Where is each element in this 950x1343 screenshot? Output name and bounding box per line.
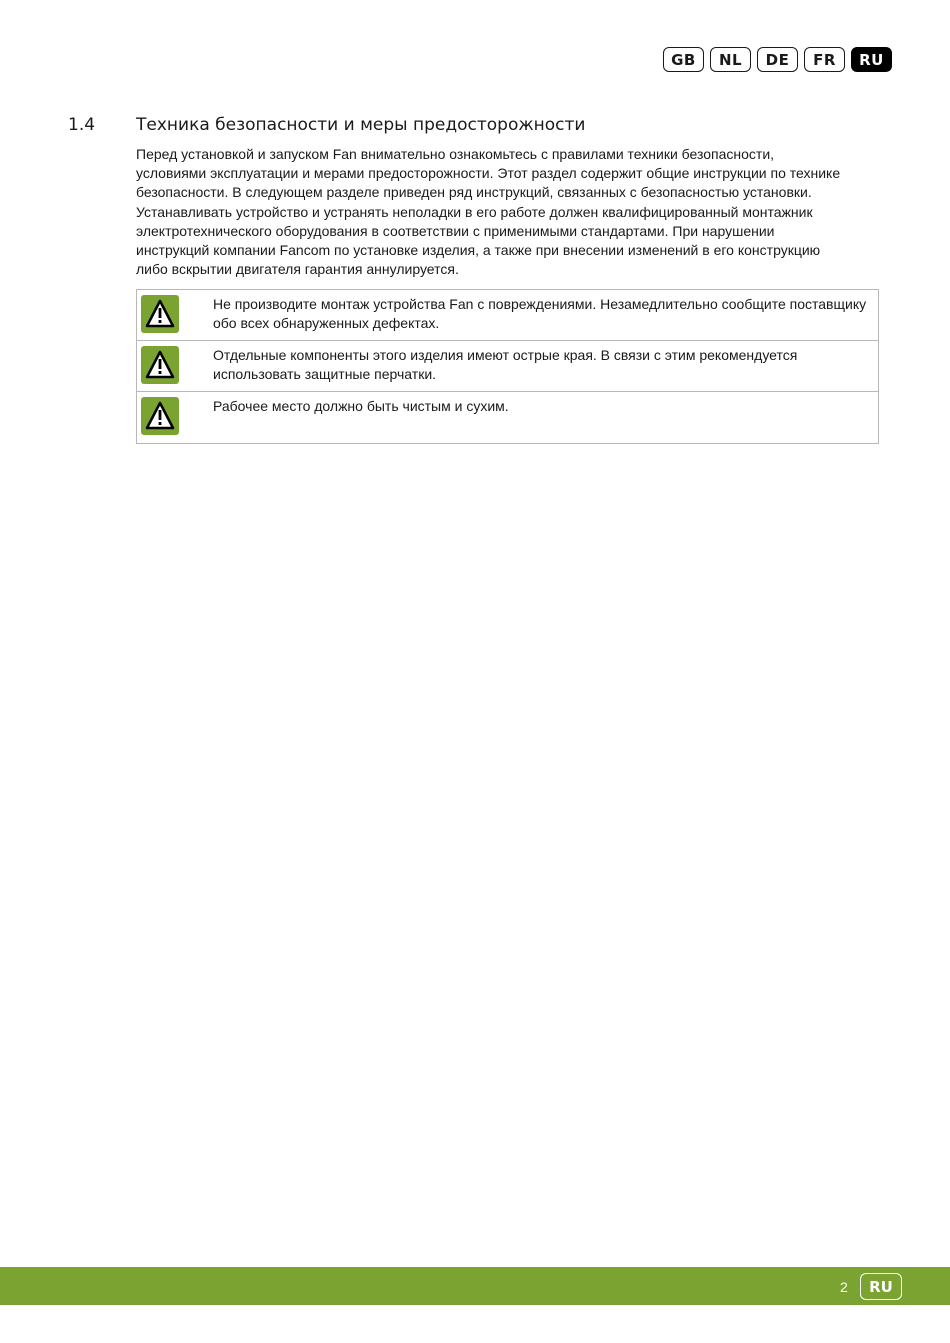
lang-tab-gb[interactable]: GB bbox=[663, 47, 704, 72]
warning-triangle-icon bbox=[141, 295, 179, 333]
warning-row bbox=[137, 392, 878, 443]
warning-row bbox=[137, 290, 878, 341]
warning-triangle-icon bbox=[141, 346, 179, 384]
footer-band bbox=[0, 1267, 950, 1305]
lang-tab-de[interactable]: DE bbox=[757, 47, 798, 72]
page-number: 2 bbox=[840, 1279, 848, 1295]
lang-tab-ru[interactable]: RU bbox=[851, 47, 892, 72]
warning-text: Отдельные компоненты этого изделия имеют острые края. В связи с этим рекомендуется использовать защитные перчатки. bbox=[213, 347, 798, 383]
section-title: Техника безопасности и меры предосторожности bbox=[136, 115, 586, 135]
lang-tab-fr[interactable]: FR bbox=[804, 47, 845, 72]
warning-triangle-icon bbox=[141, 397, 179, 435]
warning-text: Не производите монтаж устройства Fan с повреждениями. Незамедлительно сообщите поставщику обо всех обнаруженных дефектах. bbox=[213, 296, 867, 332]
warning-text: Рабочее место должно быть чистым и сухим. bbox=[213, 398, 509, 414]
section-number: 1.4 bbox=[68, 115, 96, 135]
warnings-table bbox=[136, 289, 879, 444]
lang-tab-nl[interactable]: NL bbox=[710, 47, 751, 72]
language-selector bbox=[663, 47, 892, 72]
intro-paragraph: Перед установкой и запуском Fan внимательно ознакомьтесь с правилами техники безопасности, условиями эксплуатации и мерами предосторожности. Этот раздел содержит общие инструкции по технике безопасности. В следующем разделе приведен ряд инструкций, связанных с безопасностью установки. Устанавливать устройство и устранять неполадки в его работе должен квалифицированный монтажник электротехнического оборудования в соответствии с применимыми стандартами. При нарушении инструкций компании Fancom по установке изделия, а также при внесении изменений в его конструкцию либо вскрытии двигателя гарантия аннулируется. bbox=[136, 146, 841, 278]
footer-language-badge: RU bbox=[860, 1273, 902, 1300]
warning-row bbox=[137, 341, 878, 392]
